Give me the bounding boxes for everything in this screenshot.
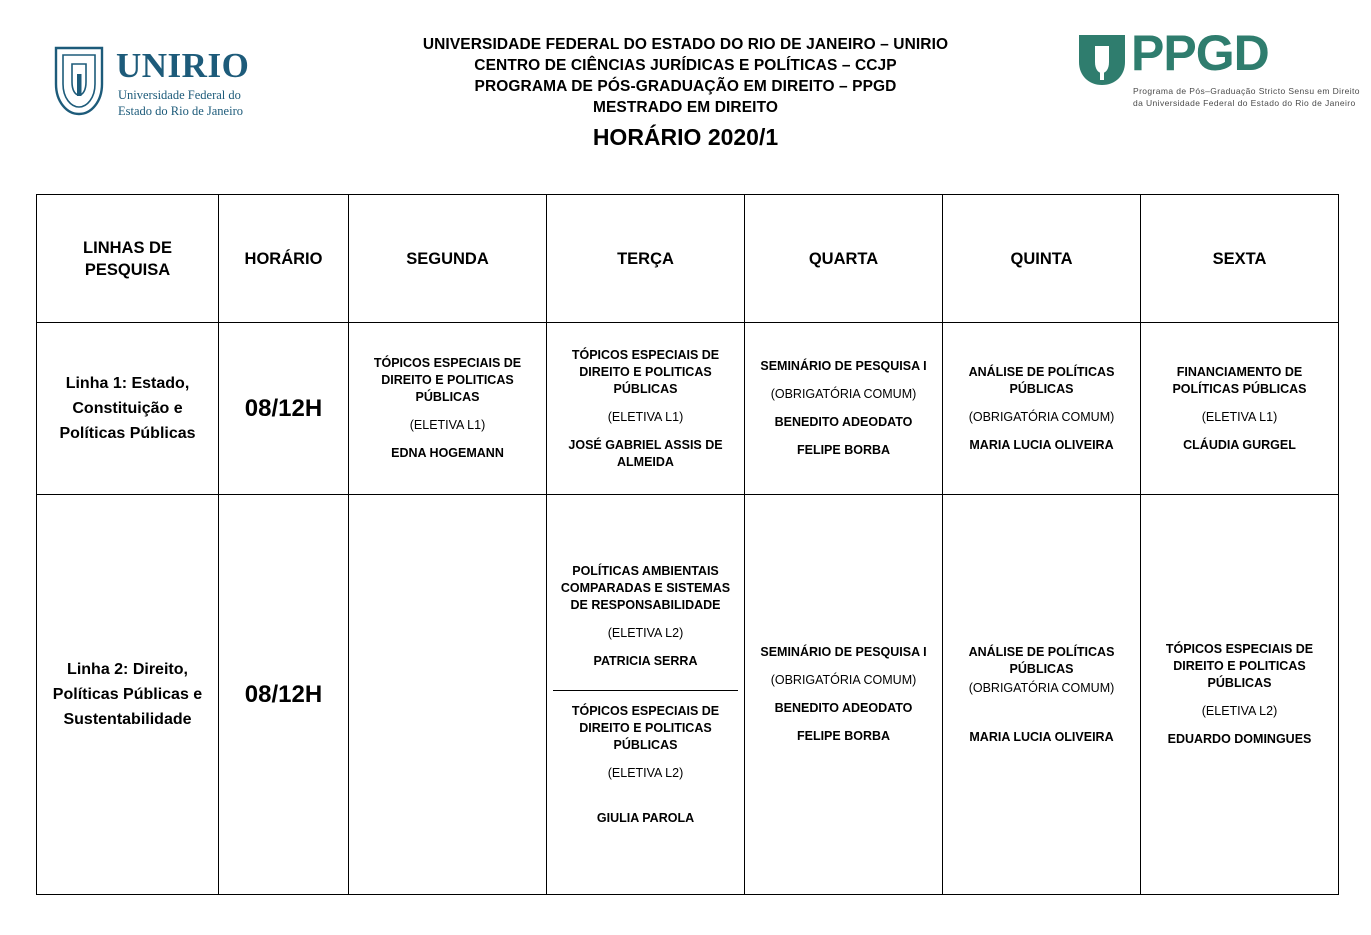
course-name: SEMINÁRIO DE PESQUISA I: [760, 645, 927, 659]
unirio-emblem-icon: [48, 44, 110, 118]
unirio-subtitle-2: Estado do Rio de Janeiro: [118, 104, 243, 118]
document-header: [0, 0, 1371, 170]
column-header-quarta: QUARTA: [745, 195, 943, 323]
cell-linha1-quinta: [943, 323, 1141, 495]
unirio-subtitle-1: Universidade Federal do: [118, 88, 241, 102]
course-entry: [751, 644, 936, 745]
course-professor-secondary: FELIPE BORBA: [796, 443, 891, 457]
course-entry: [553, 690, 738, 827]
column-header-horario: HORÁRIO: [219, 195, 349, 323]
row-linha-1: Linha 1: Estado, Constituição e Políticas Públicas: [37, 323, 219, 495]
column-header-linhas: LINHAS DE PESQUISA: [37, 195, 219, 323]
cell-linha2-sexta: [1141, 495, 1339, 895]
course-entry: [355, 355, 540, 462]
page-title: HORÁRIO 2020/1: [592, 124, 779, 150]
course-name: SEMINÁRIO DE PESQUISA I: [760, 359, 927, 373]
row-horario-1: 08/12H: [219, 323, 349, 495]
course-professor: PATRICIA SERRA: [593, 653, 698, 668]
unirio-wordmark: UNIRIO: [116, 46, 250, 85]
course-type: (ELETIVA L2): [607, 625, 684, 640]
row-horario-2: 08/12H: [219, 495, 349, 895]
ppgd-subtitle-2: da Universidade Federal do Estado do Rio de Janeiro: [1133, 98, 1356, 108]
cell-linha1-sexta: [1141, 323, 1339, 495]
ppgd-emblem-icon: [1073, 32, 1131, 90]
course-professor: GIULIA PAROLA: [596, 810, 695, 825]
course-name: TÓPICOS ESPECIAIS DE DIREITO E POLITICAS PÚBLICAS: [1165, 642, 1314, 690]
course-name: ANÁLISE DE POLÍTICAS PÚBLICAS: [968, 644, 1115, 676]
course-type: (ELETIVA L2): [607, 765, 684, 780]
course-entry: [949, 364, 1134, 454]
course-type: (OBRIGATÓRIA COMUM): [770, 673, 917, 687]
course-professor: JOSÉ GABRIEL ASSIS DE ALMEIDA: [568, 437, 723, 469]
course-type: (ELETIVA L1): [607, 409, 684, 424]
course-type: (OBRIGATÓRIA COMUM): [968, 409, 1115, 424]
ppgd-subtitle-1: Programa de Pós–Graduação Stricto Sensu em Direito: [1133, 86, 1360, 96]
course-professor: EDUARDO DOMINGUES: [1167, 732, 1312, 746]
course-type: (ELETIVA L2): [1201, 704, 1278, 718]
institution-line-2: CENTRO DE CIÊNCIAS JURÍDICAS E POLÍTICAS – CCJP: [474, 57, 897, 74]
course-professor: CLÁUDIA GURGEL: [1183, 437, 1296, 452]
cell-linha1-quarta: [745, 323, 943, 495]
course-professor-secondary: FELIPE BORBA: [796, 729, 891, 743]
course-name: TÓPICOS ESPECIAIS DE DIREITO E POLITICAS PÚBLICAS: [373, 356, 522, 404]
institution-line-1: UNIVERSIDADE FEDERAL DO ESTADO DO RIO DE JANEIRO – UNIRIO: [422, 36, 949, 53]
course-type: (OBRIGATÓRIA COMUM): [968, 680, 1115, 695]
table-header-row: [37, 195, 1339, 323]
course-entry: [553, 563, 738, 670]
row-linha-2: Linha 2: Direito, Políticas Públicas e Sustentabilidade: [37, 495, 219, 895]
institution-line-3: PROGRAMA DE PÓS-GRADUAÇÃO EM DIREITO – PPGD: [474, 78, 897, 95]
course-type: (ELETIVA L1): [1201, 409, 1278, 424]
cell-linha2-segunda: [349, 495, 547, 895]
course-name: FINANCIAMENTO DE POLÍTICAS PÚBLICAS: [1172, 364, 1307, 396]
table-row: [37, 495, 1339, 895]
institution-line-4: MESTRADO EM DIREITO: [592, 99, 779, 116]
column-header-segunda: SEGUNDA: [349, 195, 547, 323]
table-row: [37, 323, 1339, 495]
schedule-table-wrapper: [36, 194, 1336, 895]
table-header: [37, 195, 1339, 323]
course-type: (ELETIVA L1): [409, 418, 486, 432]
ppgd-logo: [1073, 25, 1360, 122]
cell-linha2-quarta: [745, 495, 943, 895]
course-professor: MARIA LUCIA OLIVEIRA: [969, 729, 1114, 744]
column-header-sexta: SEXTA: [1141, 195, 1339, 323]
cell-linha2-quinta: [943, 495, 1141, 895]
course-professor: BENEDITO ADEODATO: [774, 415, 913, 429]
course-professor: EDNA HOGEMANN: [391, 446, 504, 460]
course-name: ANÁLISE DE POLÍTICAS PÚBLICAS: [968, 364, 1115, 396]
course-entry: [553, 347, 738, 471]
course-name: POLÍTICAS AMBIENTAIS COMPARADAS E SISTEMAS DE RESPONSABILIDADE: [560, 563, 731, 612]
course-entry: [751, 358, 936, 459]
schedule-table: [36, 194, 1339, 895]
course-entry: [1147, 641, 1332, 748]
course-professor: BENEDITO ADEODATO: [774, 701, 913, 715]
course-professor: MARIA LUCIA OLIVEIRA: [969, 437, 1114, 452]
ppgd-wordmark: PPGD: [1131, 25, 1269, 81]
cell-linha1-terca: [547, 323, 745, 495]
course-entry: [949, 644, 1134, 746]
column-header-quinta: QUINTA: [943, 195, 1141, 323]
course-entry: [1147, 364, 1332, 454]
course-type: (OBRIGATÓRIA COMUM): [770, 387, 917, 401]
column-header-terca: TERÇA: [547, 195, 745, 323]
course-name: TÓPICOS ESPECIAIS DE DIREITO E POLITICAS PÚBLICAS: [571, 347, 720, 396]
table-body: [37, 323, 1339, 895]
course-name: TÓPICOS ESPECIAIS DE DIREITO E POLITICAS PÚBLICAS: [571, 703, 720, 752]
cell-linha1-segunda: [349, 323, 547, 495]
header-text-block: [300, 34, 1071, 154]
unirio-logo: [48, 44, 283, 124]
cell-linha2-terca: [547, 495, 745, 895]
